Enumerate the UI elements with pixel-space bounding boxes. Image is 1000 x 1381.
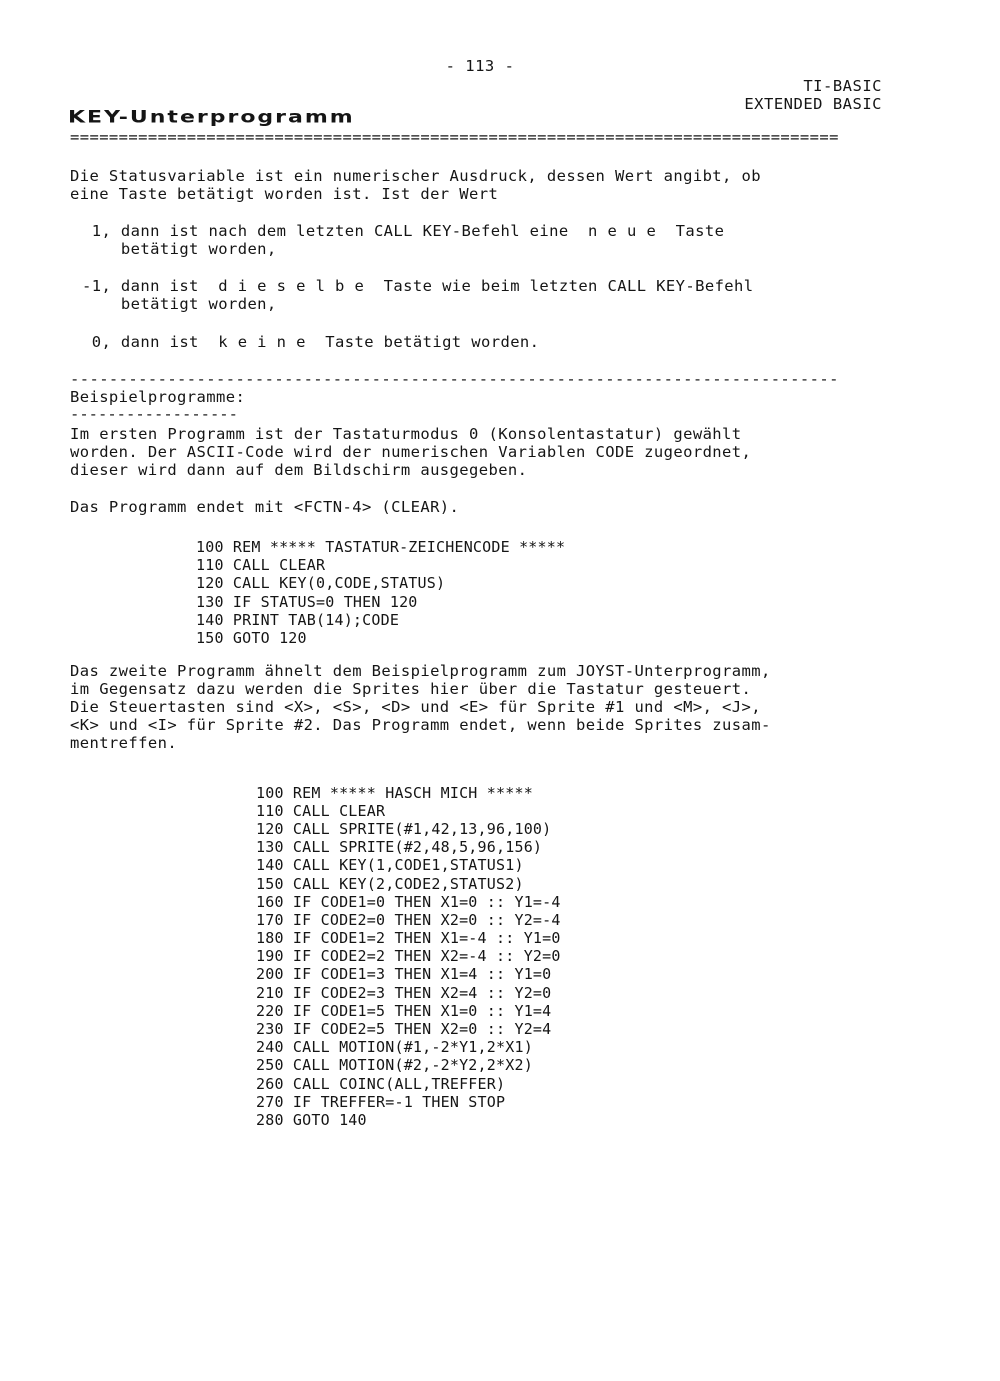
code-line: 230 IF CODE2=5 THEN X2=0 :: Y2=4: [256, 1020, 552, 1038]
code-line: 140 PRINT TAB(14);CODE: [196, 611, 400, 629]
header-extended-basic: EXTENDED BASIC: [744, 95, 882, 113]
single-rule: -------------------------------------------------------------------------------: [70, 370, 839, 388]
value-item-line: -1, dann ist d i e s e l b e Taste wie beim letzten CALL KEY-Befehl: [82, 277, 754, 295]
code-line: 280 GOTO 140: [256, 1111, 367, 1129]
paragraph-line: Das zweite Programm ähnelt dem Beispielprogramm zum JOYST-Unterprogramm,: [70, 662, 771, 680]
header-ti-basic: TI-BASIC: [803, 77, 882, 95]
section-title: KEY-Unterprogramm: [68, 108, 355, 127]
code-line: 160 IF CODE1=0 THEN X1=0 :: Y1=-4: [256, 893, 561, 911]
paragraph-line: dieser wird dann auf dem Bildschirm ausgegeben.: [70, 461, 528, 479]
paragraph-line: <K> und <I> für Sprite #2. Das Programm endet, wenn beide Sprites zusam-: [70, 716, 771, 734]
code-line: 140 CALL KEY(1,CODE1,STATUS1): [256, 856, 524, 874]
code-line: 260 CALL COINC(ALL,TREFFER): [256, 1075, 506, 1093]
code-line: 180 IF CODE1=2 THEN X1=-4 :: Y1=0: [256, 929, 561, 947]
code-line: 150 CALL KEY(2,CODE2,STATUS2): [256, 875, 524, 893]
value-item-line: 1, dann ist nach dem letzten CALL KEY-Befehl eine n e u e Taste: [82, 222, 725, 240]
value-item-line: betätigt worden,: [82, 240, 277, 258]
examples-heading: Beispielprogramme:: [70, 388, 246, 406]
paragraph-line: Das Programm endet mit <FCTN-4> (CLEAR).: [70, 498, 460, 516]
code-line: 170 IF CODE2=0 THEN X2=0 :: Y2=-4: [256, 911, 561, 929]
paragraph-line: Die Steuertasten sind <X>, <S>, <D> und <E> für Sprite #1 und <M>, <J>,: [70, 698, 761, 716]
code-line: 110 CALL CLEAR: [196, 556, 326, 574]
page-number: - 113 -: [445, 57, 515, 75]
double-rule: ===============================================================================: [70, 128, 839, 146]
code-line: 100 REM ***** TASTATUR-ZEICHENCODE *****: [196, 538, 566, 556]
paragraph-line: mentreffen.: [70, 734, 178, 752]
code-line: 130 CALL SPRITE(#2,48,5,96,156): [256, 838, 543, 856]
value-item-line: betätigt worden,: [82, 295, 277, 313]
paragraph-line: im Gegensatz dazu werden die Sprites hier über die Tastatur gesteuert.: [70, 680, 752, 698]
value-item-line: 0, dann ist k e i n e Taste betätigt worden.: [82, 333, 540, 351]
intro-line: Die Statusvariable ist ein numerischer Ausdruck, dessen Wert angibt, ob: [70, 167, 761, 185]
code-line: 250 CALL MOTION(#2,-2*Y2,2*X2): [256, 1056, 533, 1074]
code-line: 240 CALL MOTION(#1,-2*Y1,2*X1): [256, 1038, 533, 1056]
code-line: 100 REM ***** HASCH MICH *****: [256, 784, 533, 802]
code-line: 130 IF STATUS=0 THEN 120: [196, 593, 418, 611]
code-line: 120 CALL SPRITE(#1,42,13,96,100): [256, 820, 552, 838]
code-line: 200 IF CODE1=3 THEN X1=4 :: Y1=0: [256, 965, 552, 983]
code-line: 190 IF CODE2=2 THEN X2=-4 :: Y2=0: [256, 947, 561, 965]
intro-line: eine Taste betätigt worden ist. Ist der Wert: [70, 185, 499, 203]
code-line: 120 CALL KEY(0,CODE,STATUS): [196, 574, 446, 592]
code-line: 210 IF CODE2=3 THEN X2=4 :: Y2=0: [256, 984, 552, 1002]
code-line: 270 IF TREFFER=-1 THEN STOP: [256, 1093, 506, 1111]
code-line: 150 GOTO 120: [196, 629, 307, 647]
paragraph-line: Im ersten Programm ist der Tastaturmodus 0 (Konsolentastatur) gewählt: [70, 425, 742, 443]
code-line: 220 IF CODE1=5 THEN X1=0 :: Y1=4: [256, 1002, 552, 1020]
code-line: 110 CALL CLEAR: [256, 802, 386, 820]
paragraph-line: worden. Der ASCII-Code wird der numerischen Variablen CODE zugeordnet,: [70, 443, 752, 461]
examples-heading-underline: ------------------: [70, 405, 238, 423]
